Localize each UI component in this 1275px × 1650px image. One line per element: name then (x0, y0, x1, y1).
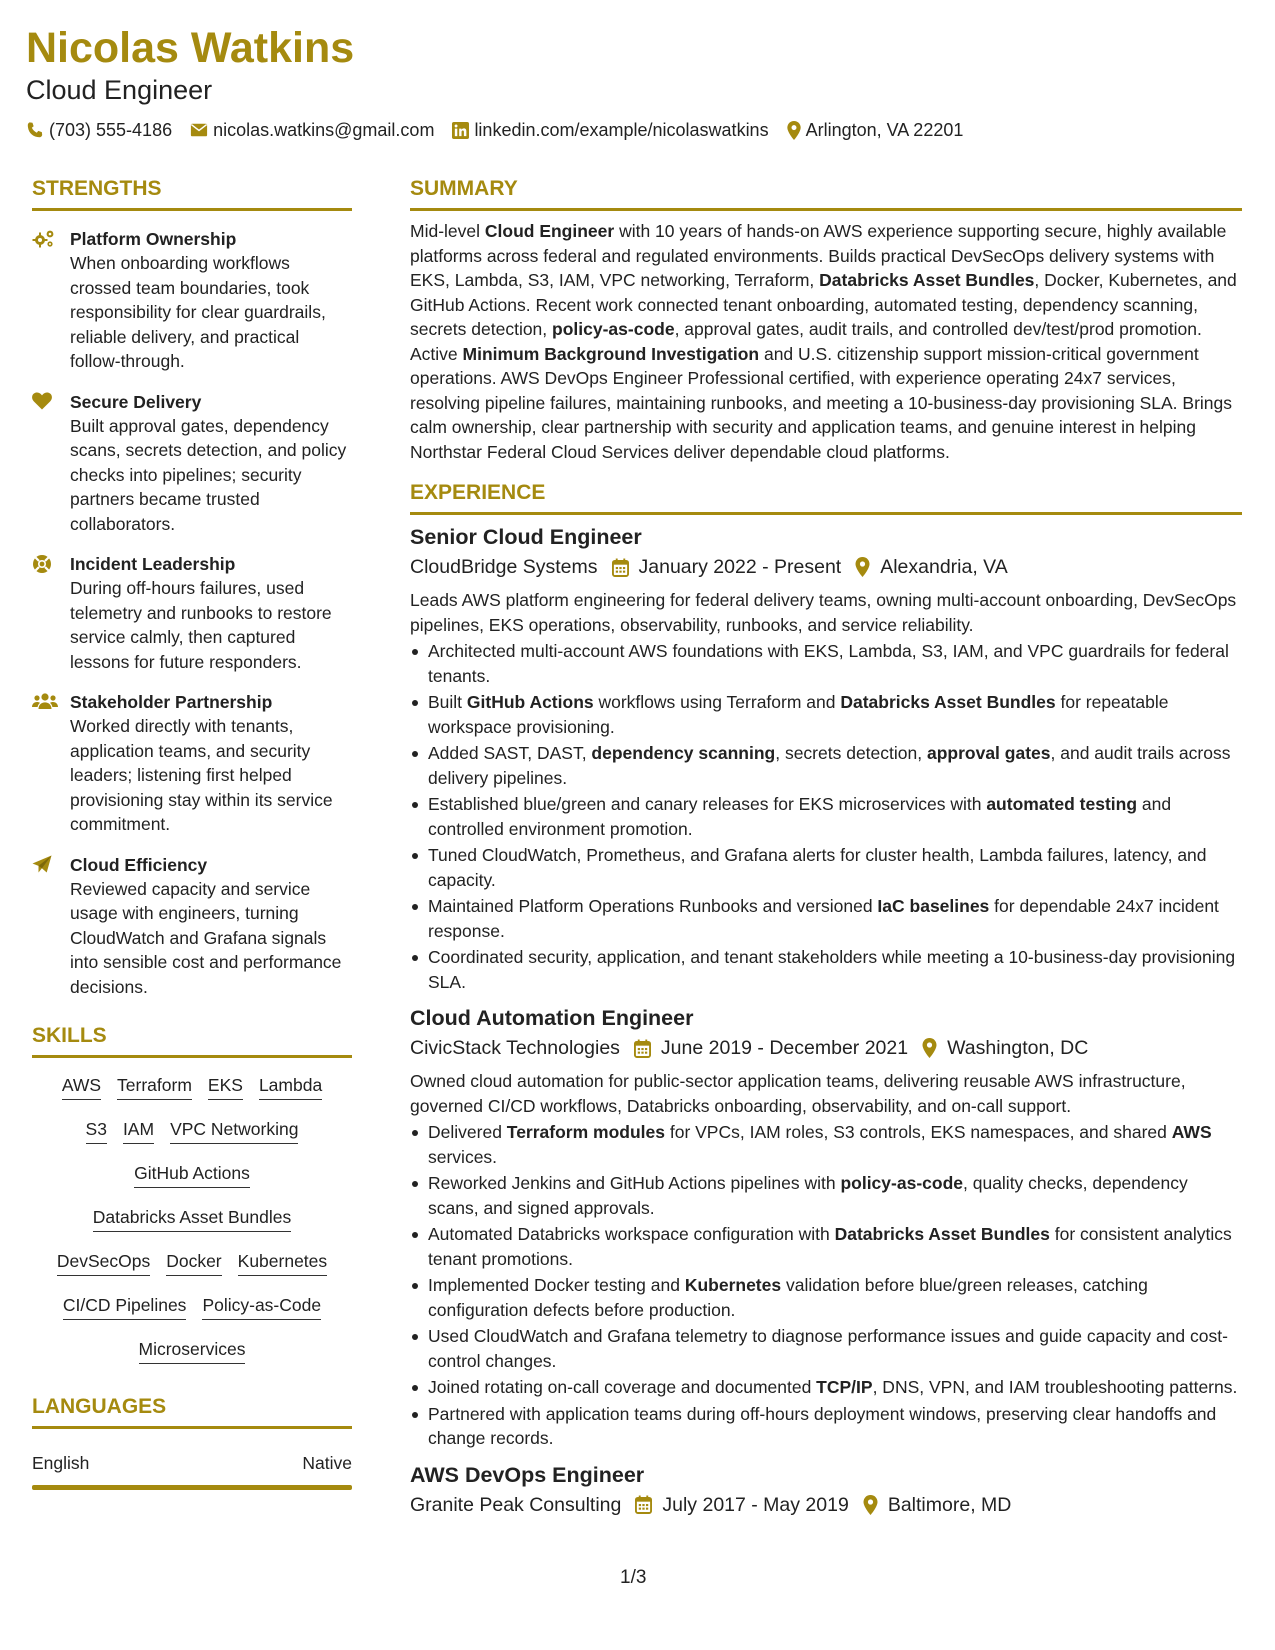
strength-title: Secure Delivery (70, 391, 202, 412)
text-run: for repeatable workspace provisioning. (428, 692, 1169, 737)
bold-keyword: policy-as-code (840, 1173, 963, 1193)
text-run: services. (428, 1146, 498, 1167)
strength-text: Reviewed capacity and service usage with engineers, turning CloudWatch and Grafana signals into sensible cost and performance decisions. (70, 878, 342, 997)
job-bullet (410, 792, 1242, 841)
map-pin-icon (863, 1495, 878, 1515)
bold-keyword: Cloud Engineer (484, 221, 615, 241)
bold-keyword: dependency scanning (591, 743, 776, 763)
skill-row (32, 1206, 352, 1232)
experience-heading: EXPERIENCE (410, 481, 546, 504)
job-bullet (410, 1120, 1242, 1169)
skill-tag: IAM (123, 1118, 154, 1144)
job-title: Cloud Automation Engineer (410, 1006, 694, 1030)
text-run: Joined rotating on-call coverage and documented (428, 1377, 817, 1397)
location-text: Arlington, VA 22201 (805, 120, 964, 140)
strength-title: Cloud Efficiency (70, 854, 208, 875)
skill-tag: Kubernetes (238, 1250, 328, 1276)
bold-keyword: approval gates (926, 743, 1051, 763)
life-ring-icon (32, 554, 52, 574)
language-item (32, 1451, 352, 1475)
skill-tag: Lambda (259, 1074, 322, 1100)
text-run: validation before blue/green releases, catching configuration defects before production. (428, 1275, 1148, 1320)
strength-text: Built approval gates, dependency scans, secrets detection, and policy checks into pipelines; security partners became trusted collaborators. (70, 415, 347, 534)
summary-heading: SUMMARY (410, 177, 518, 200)
page-number: 1/3 (620, 1567, 647, 1588)
linkedin-text: linkedin.com/example/nicolaswatkins (474, 120, 769, 140)
candidate-role: Cloud Engineer (26, 75, 213, 105)
job-description: Owned cloud automation for public-sector application teams, delivering reusable AWS infrastructure, governed CI/CD workflows, Databricks onboarding, observability, and on-call support. (410, 1071, 1186, 1116)
job-description: Leads AWS platform engineering for federal delivery teams, owning multi-account onboarding, DevSecOps pipelines, EKS operations, observability, runbooks, and service reliability. (410, 590, 1237, 635)
job-bullet (410, 639, 1242, 688)
calendar-icon (634, 1039, 651, 1058)
strengths-heading: STRENGTHS (32, 177, 162, 200)
text-run: for dependable 24x7 incident response. (428, 896, 1219, 941)
bold-keyword: Databricks Asset Bundles (834, 1224, 1050, 1244)
job-bullets (410, 639, 1242, 994)
strength-title: Incident Leadership (70, 554, 236, 574)
skills-list (32, 1074, 352, 1364)
skill-row (32, 1118, 352, 1144)
text-run: and controlled environment promotion. (428, 794, 1172, 839)
strength-item (32, 390, 352, 537)
skill-tag: CI/CD Pipelines (63, 1294, 187, 1320)
job-bullet (410, 894, 1242, 943)
right-column (410, 176, 1242, 1518)
experience-list (410, 523, 1242, 1518)
text-run: with 10 years of hands-on AWS experience supporting secure, highly available platforms across federal and regulated environments. Builds practical DevSecOps delivery systems with EKS, Lambda, S3, IAM, VPC networking, Terraform, (410, 221, 1227, 290)
text-run: , DNS, VPN, and IAM troubleshooting patterns. (872, 1377, 1238, 1397)
job-company: Granite Peak Consulting (410, 1493, 622, 1516)
strength-title: Stakeholder Partnership (70, 692, 273, 712)
text-run: Reworked Jenkins and GitHub Actions pipelines with (428, 1173, 841, 1193)
calendar-icon (635, 1495, 652, 1514)
skills-divider (32, 1055, 352, 1058)
text-run: Architected multi-account AWS foundations with EKS, Lambda, S3, IAM, and VPC guardrails for federal tenants. (428, 641, 1229, 686)
job-entry (410, 1461, 1242, 1518)
resume-header (26, 22, 1246, 142)
skill-row (32, 1250, 352, 1276)
job-location-text: Washington, DC (947, 1037, 1089, 1059)
summary-text (410, 219, 1242, 464)
text-run: Established blue/green and canary releases for EKS microservices with (428, 794, 987, 814)
strength-text: When onboarding workflows crossed team boundaries, took responsibility for clear guardrails, reliable delivery, and practical follow-through. (70, 253, 326, 371)
skill-tag: AWS (62, 1074, 101, 1100)
job-bullet (410, 741, 1242, 790)
phone-text: (703) 555-4186 (49, 120, 173, 140)
job-title: AWS DevOps Engineer (410, 1462, 645, 1487)
job-bullet (410, 1402, 1242, 1451)
job-entry (410, 1004, 1242, 1451)
job-meta (410, 1492, 1242, 1518)
job-bullets (410, 1120, 1242, 1451)
skill-tag: Microservices (139, 1338, 246, 1364)
bold-keyword: Minimum Background Investigation (462, 343, 760, 364)
job-bullet (410, 1273, 1242, 1322)
text-run: Automated Databricks workspace configuration with (428, 1224, 835, 1244)
languages-divider (32, 1426, 352, 1429)
bold-keyword: Databricks Asset Bundles (840, 692, 1056, 712)
contact-phone[interactable] (26, 118, 172, 142)
bold-keyword: GitHub Actions (466, 692, 594, 712)
job-company: CloudBridge Systems (410, 556, 598, 578)
text-run: , and audit trails across delivery pipelines. (428, 743, 1231, 788)
job-dates (635, 1492, 848, 1518)
languages-heading: LANGUAGES (32, 1395, 167, 1418)
job-meta (410, 554, 1242, 580)
language-level: Native (302, 1453, 352, 1473)
bold-keyword: automated testing (986, 794, 1138, 814)
bold-keyword: policy-as-code (552, 319, 675, 339)
job-dates-text: June 2019 - December 2021 (660, 1037, 909, 1059)
skill-row (32, 1074, 352, 1100)
skill-tag: S3 (86, 1118, 107, 1144)
job-bullet (410, 945, 1242, 994)
text-run: Added SAST, DAST, (428, 743, 592, 763)
map-pin-icon (787, 121, 801, 140)
job-location (863, 1492, 1012, 1518)
skill-row (32, 1162, 352, 1188)
text-run: Tuned CloudWatch, Prometheus, and Grafana alerts for cluster health, Lambda failures, latency, and capacity. (428, 845, 1207, 890)
text-run: Coordinated security, application, and tenant stakeholders while meeting a 10-business-day provisioning SLA. (428, 947, 1236, 992)
calendar-icon (612, 558, 629, 577)
contact-location (787, 118, 964, 142)
contact-email[interactable] (190, 118, 434, 142)
map-pin-icon (922, 1038, 937, 1058)
text-run: Implemented Docker testing and (428, 1275, 685, 1295)
job-dates (634, 1035, 908, 1061)
bold-keyword: AWS (1171, 1122, 1212, 1142)
heart-icon (32, 392, 52, 410)
job-dates-text: January 2022 - Present (638, 556, 842, 578)
text-run: Mid-level (410, 221, 485, 241)
job-bullet (410, 843, 1242, 892)
left-column (32, 176, 352, 1490)
strength-item (32, 853, 352, 1000)
job-bullet (410, 1222, 1242, 1271)
bold-keyword: Kubernetes (684, 1275, 782, 1295)
text-run: , Docker, Kubernetes, and GitHub Actions. Recent work connected tenant onboarding, automated testing, dependency scanning, secrets detection, (410, 270, 1237, 339)
job-bullet (410, 1324, 1242, 1373)
bold-keyword: Databricks Asset Bundles (819, 270, 1035, 290)
experience-divider (410, 512, 1242, 515)
job-location (922, 1035, 1088, 1061)
job-company: CivicStack Technologies (410, 1037, 620, 1059)
strength-item (32, 552, 352, 674)
language-proficiency-bar (32, 1485, 352, 1490)
strength-item (32, 690, 352, 837)
candidate-name: Nicolas Watkins (26, 24, 355, 72)
strength-title: Platform Ownership (70, 229, 237, 249)
envelope-icon (190, 122, 208, 138)
skill-tag: Terraform (117, 1074, 192, 1100)
job-title: Senior Cloud Engineer (410, 525, 642, 549)
text-run: , quality checks, dependency scans, and signed approvals. (428, 1173, 1188, 1218)
bold-keyword: IaC baselines (877, 896, 990, 916)
job-bullet (410, 690, 1242, 739)
linkedin-icon (452, 122, 469, 139)
text-run: , secrets detection, (775, 743, 927, 763)
text-run: Used CloudWatch and Grafana telemetry to diagnose performance issues and guide capacity and cost-control changes. (428, 1326, 1228, 1371)
text-run: , approval gates, audit trails, and controlled dev/test/prod promotion. Active (410, 319, 1202, 364)
text-run: Maintained Platform Operations Runbooks and versioned (428, 896, 878, 916)
job-entry (410, 523, 1242, 994)
text-run: for consistent analytics tenant promotions. (428, 1224, 1232, 1269)
text-run: workflows using Terraform and (593, 692, 841, 712)
email-text: nicolas.watkins@gmail.com (213, 120, 435, 140)
phone-icon (26, 121, 44, 139)
job-bullet (410, 1375, 1242, 1400)
gears-icon (32, 229, 56, 249)
job-location (855, 554, 1008, 580)
strengths-divider (32, 208, 352, 211)
job-meta (410, 1035, 1242, 1061)
job-bullet (410, 1171, 1242, 1220)
contact-bar (26, 118, 1246, 142)
text-run: and U.S. citizenship support mission-critical government operations. AWS DevOps Engineer Professional certified, with experience operating 24x7 services, resolving pipeline failures, maintaining runbooks, and meeting a 10-business-day provisioning SLA. Brings calm ownership, clear partnership with security and application teams, and genuine interest in helping Northstar Federal Cloud Services deliver dependable cloud platforms. (410, 343, 1232, 462)
skill-tag: EKS (208, 1074, 243, 1100)
text-run: Partnered with application teams during off-hours deployment windows, preserving clear handoffs and change records. (428, 1403, 1217, 1448)
summary-divider (410, 208, 1242, 211)
text-run: Delivered (428, 1122, 507, 1142)
skills-heading: SKILLS (32, 1024, 107, 1047)
skill-tag: Policy-as-Code (202, 1294, 321, 1320)
language-name: English (32, 1453, 90, 1473)
map-pin-icon (855, 557, 870, 577)
paper-plane-icon (32, 855, 52, 875)
users-icon (32, 692, 58, 710)
bold-keyword: TCP/IP (816, 1377, 873, 1397)
strength-item (32, 227, 352, 374)
skill-tag: GitHub Actions (134, 1162, 250, 1188)
job-location-text: Baltimore, MD (887, 1493, 1012, 1516)
skill-tag: VPC Networking (170, 1118, 298, 1144)
job-location-text: Alexandria, VA (880, 556, 1008, 578)
skill-row (32, 1294, 352, 1320)
job-dates-text: July 2017 - May 2019 (662, 1493, 849, 1516)
text-run: Built (428, 692, 467, 712)
skill-tag: Databricks Asset Bundles (93, 1206, 291, 1232)
contact-linkedin[interactable] (452, 118, 768, 142)
skill-tag: DevSecOps (57, 1250, 150, 1276)
bold-keyword: Terraform modules (506, 1122, 665, 1142)
job-dates (612, 554, 842, 580)
skill-row (32, 1338, 352, 1364)
text-run: for VPCs, IAM roles, S3 controls, EKS namespaces, and shared (664, 1122, 1172, 1142)
skill-tag: Docker (166, 1250, 221, 1276)
strength-text: Worked directly with tenants, application teams, and security leaders; listening first helped provisioning stay within its service commitment. (70, 716, 333, 834)
strength-text: During off-hours failures, used telemetry and runbooks to restore service calmly, then captured lessons for future responders. (70, 578, 332, 672)
